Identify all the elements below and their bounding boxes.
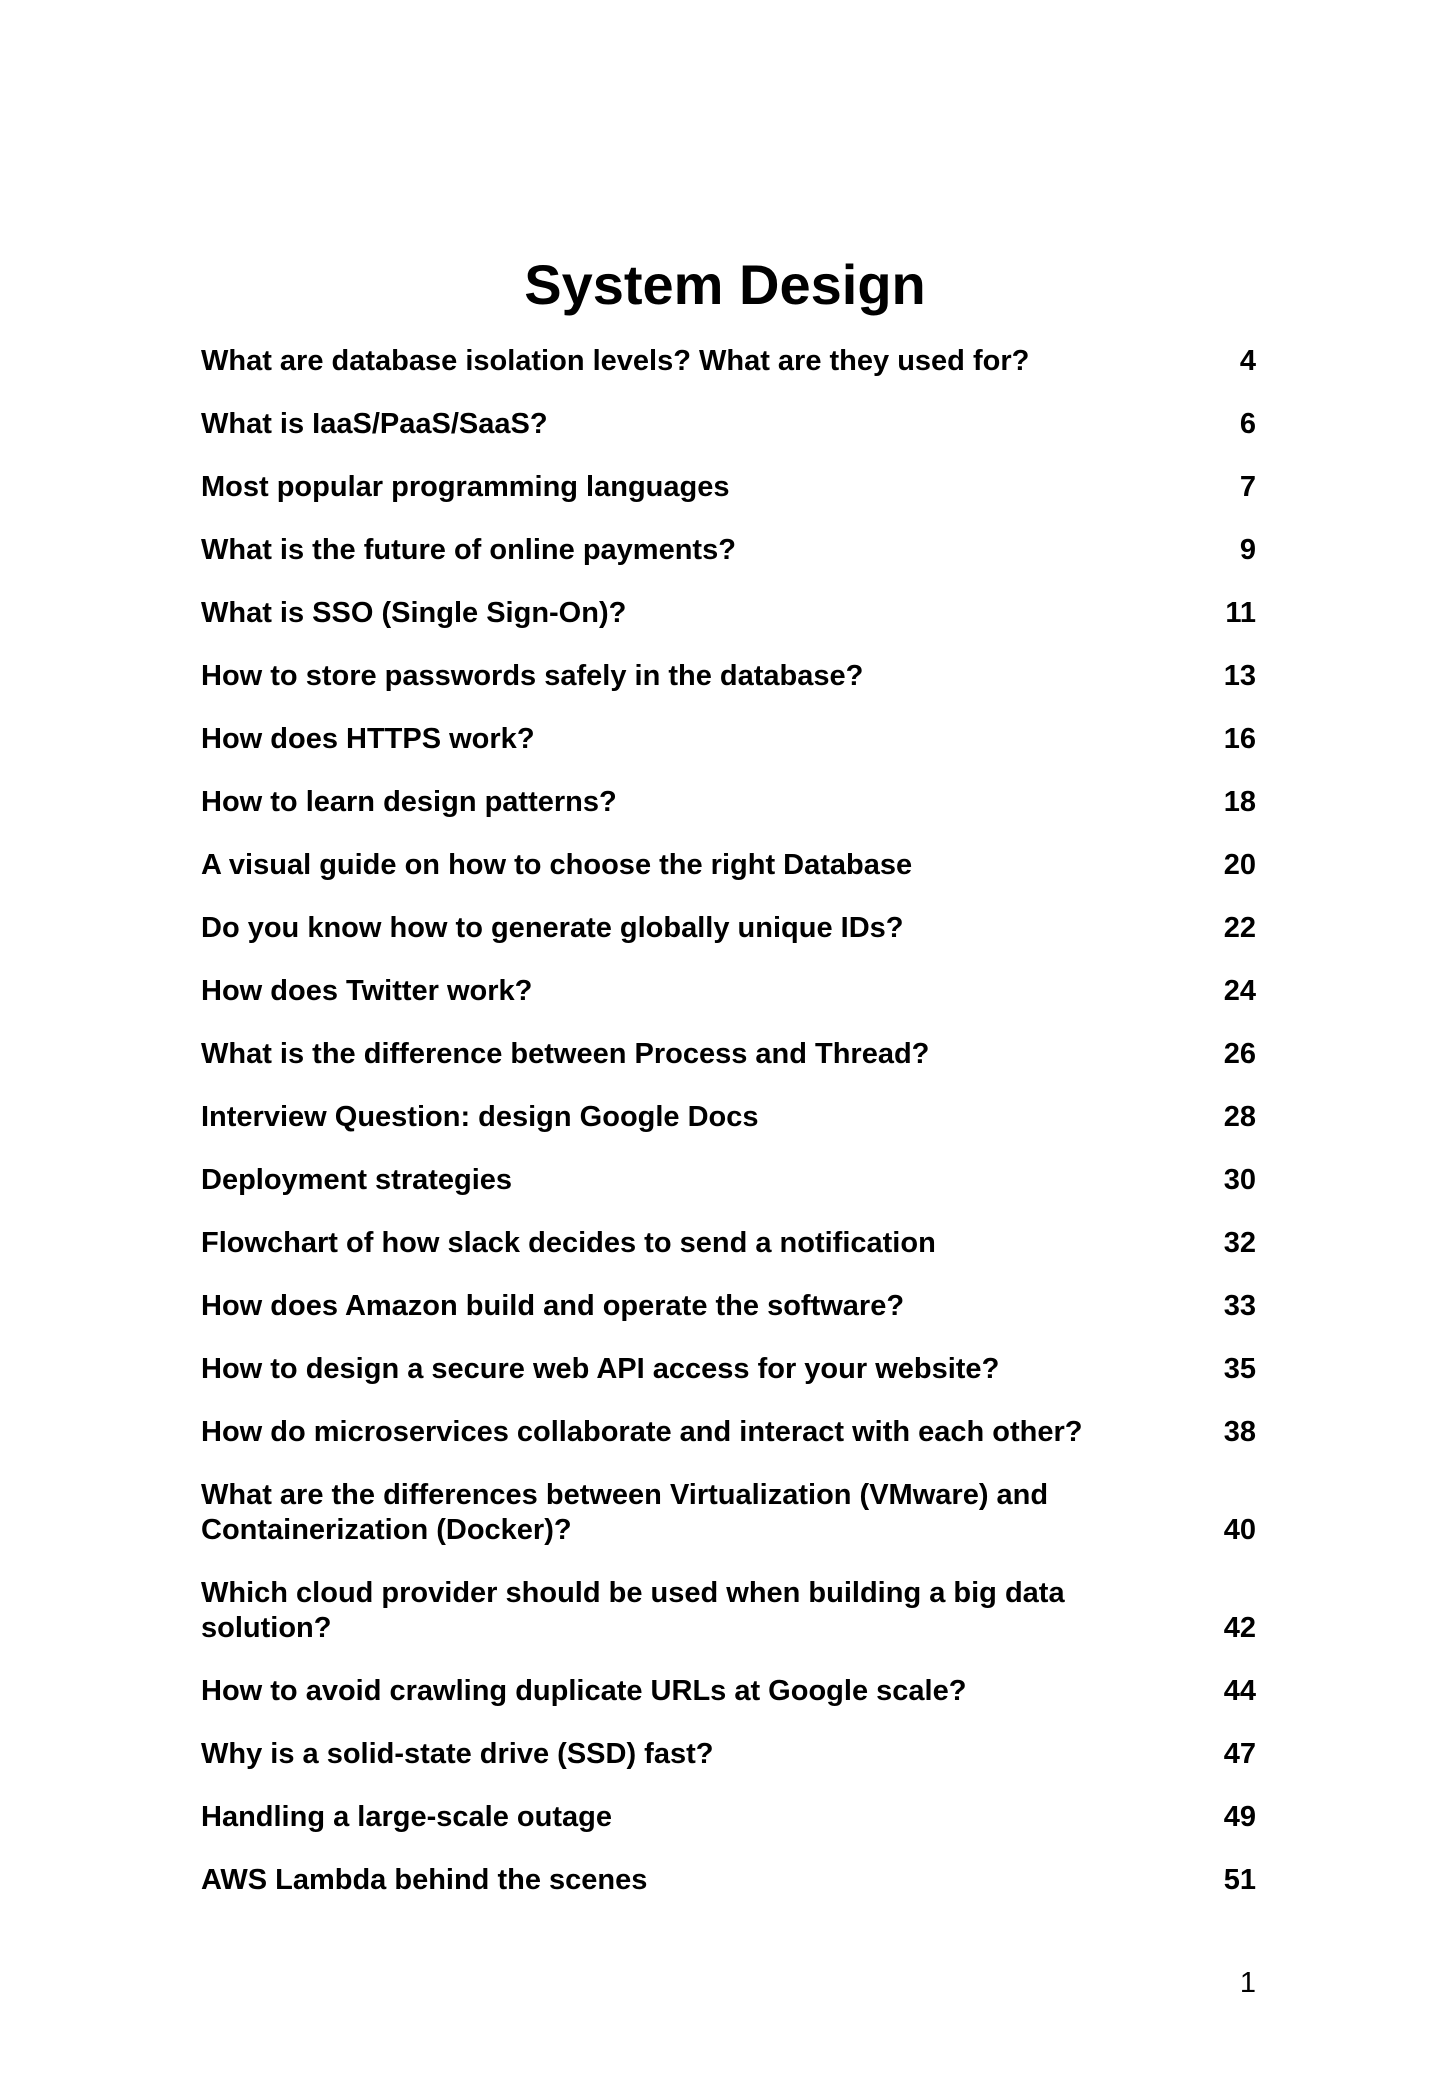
toc-entry[interactable] (201, 1478, 1256, 1548)
toc-entry-title: How do microservices collaborate and interact with each other? (201, 1416, 1083, 1448)
toc-entry[interactable] (201, 596, 1256, 631)
toc-entry-title: How does Twitter work? (201, 975, 533, 1007)
toc-entry-page: 38 (1223, 1416, 1256, 1448)
toc-entry-page: 35 (1223, 1353, 1256, 1385)
toc-entry[interactable] (201, 1674, 1256, 1709)
toc-entry-page: 40 (1223, 1514, 1256, 1546)
toc-entry-page: 33 (1223, 1290, 1256, 1322)
toc-entry[interactable] (201, 1737, 1256, 1772)
toc-entry-page: 30 (1223, 1164, 1256, 1196)
toc-entry[interactable] (201, 1226, 1256, 1261)
toc-entry[interactable] (201, 911, 1256, 946)
toc-entry-page: 49 (1223, 1801, 1256, 1833)
toc-entry-page: 28 (1223, 1101, 1256, 1133)
toc-entry-title: What is the difference between Process and Thread? (201, 1038, 930, 1070)
toc-entry-page: 47 (1223, 1738, 1256, 1770)
toc-entry-page: 4 (1239, 345, 1256, 377)
toc-entry-page: 51 (1223, 1864, 1256, 1896)
toc-entry-page: 13 (1223, 660, 1256, 692)
toc-entry-page: 26 (1223, 1038, 1256, 1070)
toc-entry[interactable] (201, 1415, 1256, 1450)
toc-entry[interactable] (201, 1576, 1256, 1646)
toc-entry-title: How does Amazon build and operate the software? (201, 1290, 905, 1322)
toc-entry[interactable] (201, 1289, 1256, 1324)
toc-entry[interactable] (201, 1163, 1256, 1198)
toc-entry-title: A visual guide on how to choose the right Database (201, 849, 913, 881)
toc-entry-page: 22 (1223, 912, 1256, 944)
toc-entry-page: 44 (1223, 1675, 1256, 1707)
toc-entry-title: What are the differences between Virtualization (VMware) and Containerization (Docker)? (201, 1479, 1049, 1546)
toc-entry[interactable] (201, 1352, 1256, 1387)
toc-entry[interactable] (201, 1100, 1256, 1135)
toc-entry-title: How to store passwords safely in the database? (201, 660, 864, 692)
toc-entry-title: Deployment strategies (201, 1164, 513, 1196)
toc-entry[interactable] (201, 785, 1256, 820)
page-title: System Design (524, 253, 926, 316)
toc-entry-title: Do you know how to generate globally unique IDs? (201, 912, 904, 944)
toc-entry[interactable] (201, 470, 1256, 505)
toc-entry[interactable] (201, 1800, 1256, 1835)
toc-entry-title: What is IaaS/PaaS/SaaS? (201, 408, 548, 440)
toc-entry-title: What are database isolation levels? What are they used for? (201, 345, 1030, 377)
toc-entry[interactable] (201, 1863, 1256, 1898)
toc-entry-page: 24 (1223, 975, 1256, 1007)
toc-entry-title: Handling a large-scale outage (201, 1801, 612, 1833)
toc-entry[interactable] (201, 407, 1256, 442)
toc-entry-title: How to learn design patterns? (201, 786, 617, 818)
toc-entry-page: 18 (1223, 786, 1256, 818)
toc-entry-page: 6 (1239, 408, 1256, 440)
toc-entry-page: 7 (1239, 471, 1256, 503)
toc-entry-title: Interview Question: design Google Docs (201, 1101, 759, 1133)
toc-entry-title: What is SSO (Single Sign-On)? (201, 597, 627, 629)
toc-entry-title: What is the future of online payments? (201, 534, 736, 566)
toc-entry[interactable] (201, 1037, 1256, 1072)
toc-entry-page: 32 (1223, 1227, 1256, 1259)
toc-entry[interactable] (201, 974, 1256, 1009)
toc-entry-page: 42 (1223, 1612, 1256, 1644)
toc-entry-page: 16 (1223, 723, 1256, 755)
toc-entry-title: Most popular programming languages (201, 471, 730, 503)
toc-entry[interactable] (201, 722, 1256, 757)
toc-entry-page: 20 (1223, 849, 1256, 881)
toc-entry-title: How to avoid crawling duplicate URLs at Google scale? (201, 1675, 967, 1707)
page-number: 1 (1239, 1967, 1256, 1999)
table-of-contents (201, 344, 1256, 1926)
toc-entry[interactable] (201, 533, 1256, 568)
toc-entry-page: 11 (1225, 597, 1256, 629)
toc-entry[interactable] (201, 659, 1256, 694)
toc-entry-title: Flowchart of how slack decides to send a notification (201, 1227, 936, 1259)
toc-entry-title: Which cloud provider should be used when building a big data solution? (201, 1577, 1065, 1644)
toc-entry[interactable] (201, 848, 1256, 883)
toc-entry-title: AWS Lambda behind the scenes (201, 1864, 648, 1896)
toc-entry[interactable] (201, 344, 1256, 379)
toc-entry-title: How to design a secure web API access for your website? (201, 1353, 1000, 1385)
toc-entry-title: How does HTTPS work? (201, 723, 535, 755)
toc-entry-page: 9 (1239, 534, 1256, 566)
toc-entry-title: Why is a solid-state drive (SSD) fast? (201, 1738, 714, 1770)
